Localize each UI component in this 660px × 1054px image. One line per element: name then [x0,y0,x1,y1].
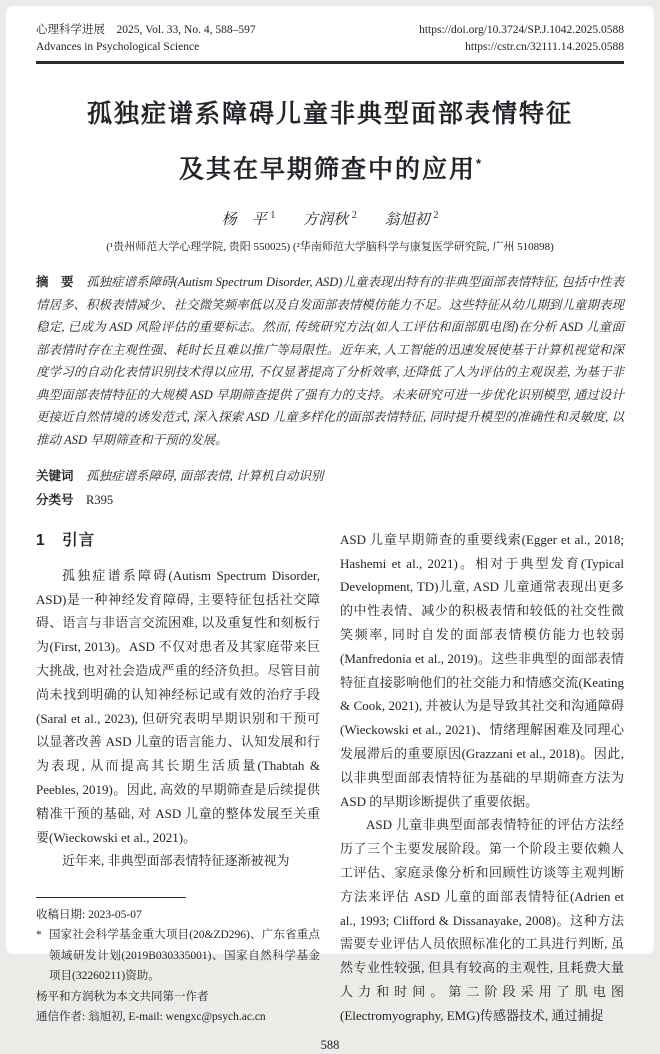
affiliations: (¹贵州师范大学心理学院, 贵阳 550025) (²华南师范大学脑科学与康复医学研究院, 广州 510898) [106,241,554,254]
article-title [36,90,624,194]
article-title-line1: 孤独症谱系障碍儿童非典型面部表情特征 [86,100,573,128]
article-title-line2 [36,139,624,194]
abstract [36,271,624,451]
journal-info [36,22,256,56]
author-1-affiliation-sup: 1 [270,210,276,222]
body-paragraph: ASD 儿童早期筛查的重要线索(Egger et al., 2018; Hashemi et al., 2021)。相对于典型发育(Typical Development, TD)儿童, ASD 儿童通常表现出更多的中性表情、减少的积极表情和较低的社交性微笑频率, 同时自发的面部表情模仿能力也较弱(Manfredonia et al., 2019)。这些非典型的面部表情特征直接影响他们的社交能力和情感交流(Keating & Cook, 2021), 并被认为是导致其社交和沟通障碍(Wieckowski et al., 2021)、情绪理解困难及同理心发展滞后的重要原因(Grazzani et al., 2018)。因此, 以非典型面部表情特征为基础的早期筛查方法为 ASD 的早期诊断提供了重要依据。 [340,531,624,809]
article-title-line2-text: 及其在早期筛查中的应用 [178,155,476,184]
title-asterisk: * [475,156,482,171]
body-columns [36,528,624,1028]
author-1-name: 杨 平 [221,212,267,229]
footnote-block [36,891,320,1028]
cstr-link[interactable]: https://cstr.cn/32111.14.2025.0588 [465,41,624,53]
article-ids [419,22,624,56]
author-2-name: 方润秋 [303,212,349,229]
abstract-label: 摘 要 [36,275,74,290]
received-date: 收稿日期: 2023-05-07 [36,908,142,921]
page-number: 588 [320,1037,340,1052]
author-3-affiliation-sup: 2 [433,210,439,222]
footnote-divider [36,897,186,898]
left-column [36,528,320,1028]
correspondence-email[interactable]: 通信作者: 翁旭初, E-mail: wengxc@psych.ac.cn [36,1011,266,1024]
co-first-author-note: 杨平和方润秋为本文共同第一作者 [36,990,209,1003]
author-2 [303,212,357,228]
doi-link[interactable]: https://doi.org/10.3724/SP.J.1042.2025.0588 [419,24,624,36]
keywords-text: 孤独症谱系障碍, 面部表情, 计算机自动识别 [86,468,324,483]
classification-label: 分类号 [36,492,74,507]
author-1 [222,212,276,228]
funding-text: 国家社会科学基金重大项目(20&ZD296)、广东省重点领域研发计划(2019B030335001)、国家自然科学基金项目(32260211)资助。 [49,929,320,983]
correspondence-note [36,1007,320,1028]
keywords-label: 关键词 [36,468,74,483]
author-3-name: 翁旭初 [384,212,430,229]
journal-page [6,6,654,1052]
body-paragraph: ASD 儿童非典型面部表情特征的评估方法经历了三个主要发展阶段。第一个阶段主要依赖人工评估、家庭录像分析和回顾性访谈等主观判断方法来评估 ASD 儿童的面部表情特征(Adrien et al., 1993; Clifford & Dissanayake, 2008)。这种方法需要专业评估人员依照标准化的工具进行判断, 虽然专业性较强, 但具有较高的主观性, 且耗费大量人力和时间。第二阶段采用了肌电图(Electromyography, EMG)传感器技术, 通过捕捉 [340,817,624,1023]
author-2-affiliation-sup: 2 [351,210,357,222]
funding-asterisk: * [36,929,42,942]
body-paragraph: 近年来, 非典型面部表情特征逐渐被视为 [62,853,290,869]
journal-name-en: Advances in Psychological Science [36,41,200,53]
classification-value: R395 [86,492,114,507]
funding-note [36,925,320,987]
header-divider [36,61,624,64]
abstract-text: 孤独症谱系障碍(Autism Spectrum Disorder, ASD)儿童表现出特有的非典型面部表情特征, 包括中性表情居多、积极表情减少、社交微笑频率低以及自发面部表情模仿能力不足。这些特征从幼儿期到儿童期表现稳定, 已成为 ASD 风险评估的重要标志。然而, 传统研究方法(如人工评估和面部肌电图)在分析 ASD 儿童面部表情时存在主观性强、耗时长且难以推广等局限性。近年来, 人工智能的迅速发展使基于计算机视觉和深度学习的自动化表情识别技术得以应用, 不仅显著提高了分析效率, 还降低了人为评估的主观误差, 为基于非典型面部表情特征的大规模 ASD 早期筛查提供了强有力的支持。未来研究可进一步优化识别模型, 通过设计更接近自然情境的诱发范式, 深入探索 ASD 儿童多样化的面部表情特征, 同时提升模型的准确性和灵敏度, 以推动 ASD 早期筛查和干预的发展。 [36,275,624,447]
journal-name-cn: 心理科学进展 2025, Vol. 33, No. 4, 588–597 [36,24,256,36]
right-column [340,528,624,1028]
classification-line [36,489,624,512]
author-3 [385,212,439,228]
page-header [36,22,624,56]
author-list [36,208,624,229]
body-paragraph: 孤独症谱系障碍(Autism Spectrum Disorder, ASD)是一种神经发育障碍, 主要特征包括社交障碍、语言与非语言交流困难, 以及重复性和刻板行为(First, 2013)。ASD 不仅对患者及其家庭带来巨大挑战, 也对社会造成严重的经济负担。尽管目前尚未找到明确的认知神经标记或有效的治疗手段(Saral et al., 2023), 但研究表明早期识别和干预可以显著改善 ASD 儿童的语言能力、认知发展和行为表现, 从而提高其长期生活质量(Thabtah & Peebles, 2019)。因此, 高效的早期筛查是后续提供精准干预的基础, 对 ASD 儿童的整体发展至关重要(Wieckowski et al., 2021)。 [36,567,320,845]
keywords-line [36,465,624,488]
section-1-heading: 1 引言 [36,531,96,549]
